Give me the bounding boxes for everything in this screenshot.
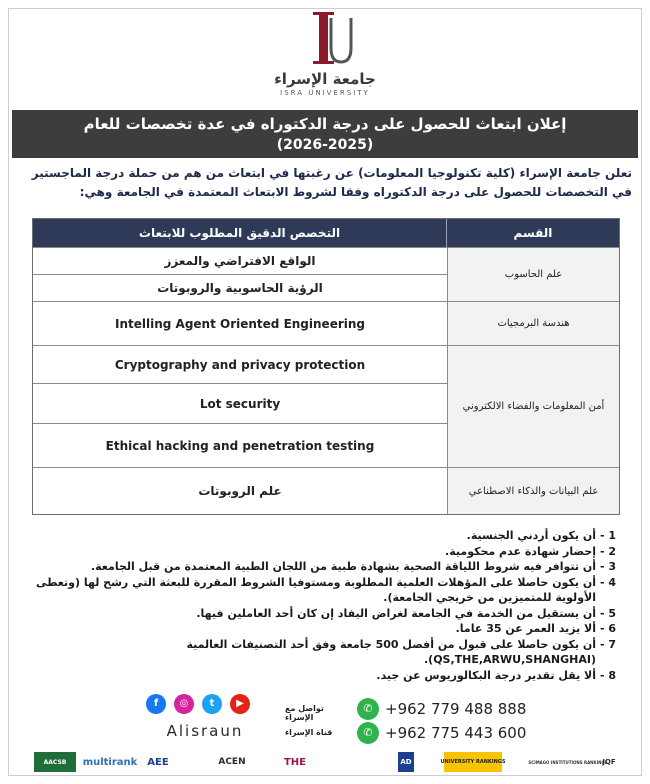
youtube-icon[interactable]: ▶ (230, 694, 250, 714)
twitter-icon[interactable]: t (202, 694, 222, 714)
ranking-logo: SCIMAGO INSTITUTIONS RANKINGS (528, 759, 608, 765)
intro-paragraph: تعلن جامعة الإسراء (كلية تكنولوجيا المعلومات) عن رغبتها في ابتعاث من هم من حملة درجة الماجستير في التخصصات للحصول على درجة الدكتوراه وفقا لشروط الابتعاث المعتمدة في الجامعة وهي: (31, 166, 632, 199)
isra-logo-mark-icon (295, 8, 355, 68)
ranking-logo: AEE (147, 756, 169, 768)
list-item-number: - 1 (600, 529, 617, 542)
ranking-logo: ACEN (218, 757, 246, 767)
list-item-number: - 3 (600, 560, 617, 573)
contact-label: قناة الإسراء (285, 728, 333, 737)
ranking-logo: UNIVERSITY RANKINGS (444, 752, 502, 772)
list-item-number: - 6 (600, 622, 617, 635)
ranking-logo: THE (283, 756, 307, 768)
specializations-table (32, 218, 620, 515)
list-item-text: ألا يزيد العمر عن 35 عاما. (455, 622, 596, 635)
ranking-logo: multirank (82, 756, 138, 768)
list-item-text: أن يكون حاصلا على قبول من أفضل 500 جامعة وفق أحد التصنيفات العالمية (QS,THE,ARWU,SHANGHAI). (186, 637, 596, 666)
requirements-list (30, 528, 630, 683)
whatsapp-icon: ✆ (357, 722, 379, 744)
list-item (30, 544, 630, 560)
list-item-number: - 2 (600, 544, 617, 558)
university-logo (0, 8, 650, 97)
list-item (30, 559, 630, 575)
ranking-logo: AACSB (34, 752, 76, 772)
banner-title: إعلان ابتعاث للحصول على درجة الدكتوراه في عدة تخصصات للعام (83, 115, 567, 133)
logo-arabic-name: جامعة الإسراء (274, 70, 376, 88)
table-cell-spec: Lot security (33, 383, 447, 423)
logo-english-name: ISRA UNIVERSITY (280, 89, 370, 97)
contact-phone: +962 779 488 888 (385, 700, 527, 718)
facebook-icon[interactable]: f (146, 694, 166, 714)
header-specialization: التخصص الدقيق المطلوب للابتعاث (33, 219, 447, 247)
title-banner (12, 110, 638, 158)
whatsapp-icon: ✆ (357, 698, 379, 720)
list-item-text: أن يكون حاصلا على المؤهلات العلمية المطلوبة ومستوفيا الشروط المقررة للبعثة التي رشح لها (وتعطى الأولوية للمتميزين من خريجي الجامعة). (35, 575, 596, 604)
table-cell-spec: Cryptography and privacy protection (33, 345, 447, 383)
list-item (30, 606, 630, 622)
contact-whatsapp[interactable] (285, 698, 527, 722)
list-item-text: أن يكون أردني الجنسية. (466, 529, 596, 542)
table-cell-spec: الرؤية الحاسوبية والروبوتات (33, 274, 447, 301)
contact-label: تواصل مع الإسراء (285, 704, 324, 722)
rankings-logos (12, 752, 638, 774)
contact-channel[interactable] (285, 722, 527, 746)
dept-cybersecurity: أمن المعلومات والفضاء الالكتروني (447, 345, 619, 467)
table-cell-spec: الواقع الافتراضي والمعزز (33, 247, 447, 274)
dept-data-science-ai: علم البيانات والذكاء الاصطناعي (447, 467, 619, 514)
banner-year: (2026-2025) (276, 137, 374, 153)
table-cell-spec: علم الروبوتات (33, 467, 447, 514)
list-item (30, 575, 630, 606)
list-item-number: - 5 (600, 606, 617, 620)
ranking-logo: JQF (602, 758, 616, 766)
list-item (30, 528, 630, 544)
list-item-text: أن يستقيل من الخدمة في الجامعة لغراض اليفاد إن كان أحد العاملين فيها. (196, 606, 596, 620)
list-item (30, 621, 630, 637)
list-item-number: - 8 (600, 668, 617, 682)
list-item-number: - 7 (600, 637, 617, 651)
table-cell-spec: Intelling Agent Oriented Engineering (33, 301, 447, 345)
list-item-text: ألا يقل تقدير درجة البكالوريوس عن جيد. (376, 668, 596, 682)
list-item (30, 668, 630, 684)
table-header (33, 219, 619, 247)
dept-computer-science: علم الحاسوب (447, 247, 619, 301)
ranking-logo: AD (398, 752, 414, 772)
instagram-icon[interactable]: ◎ (174, 694, 194, 714)
header-department: القسم (513, 226, 553, 240)
dept-software-engineering: هندسة البرمجيات (447, 301, 619, 345)
contact-phone: +962 775 443 600 (385, 724, 527, 742)
list-item (30, 637, 630, 668)
social-icons (146, 694, 256, 716)
social-handle: Alisraun (166, 722, 244, 740)
list-item-text: إحضار شهادة عدم محكومية. (445, 544, 596, 558)
list-item-text: أن تتوافر فيه شروط اللياقة الصحية بشهادة طبية من اللجان الطبية المعتمدة من قبل الجامعة. (90, 560, 596, 573)
list-item-number: - 4 (600, 575, 617, 589)
table-cell-spec: Ethical hacking and penetration testing (33, 423, 447, 467)
